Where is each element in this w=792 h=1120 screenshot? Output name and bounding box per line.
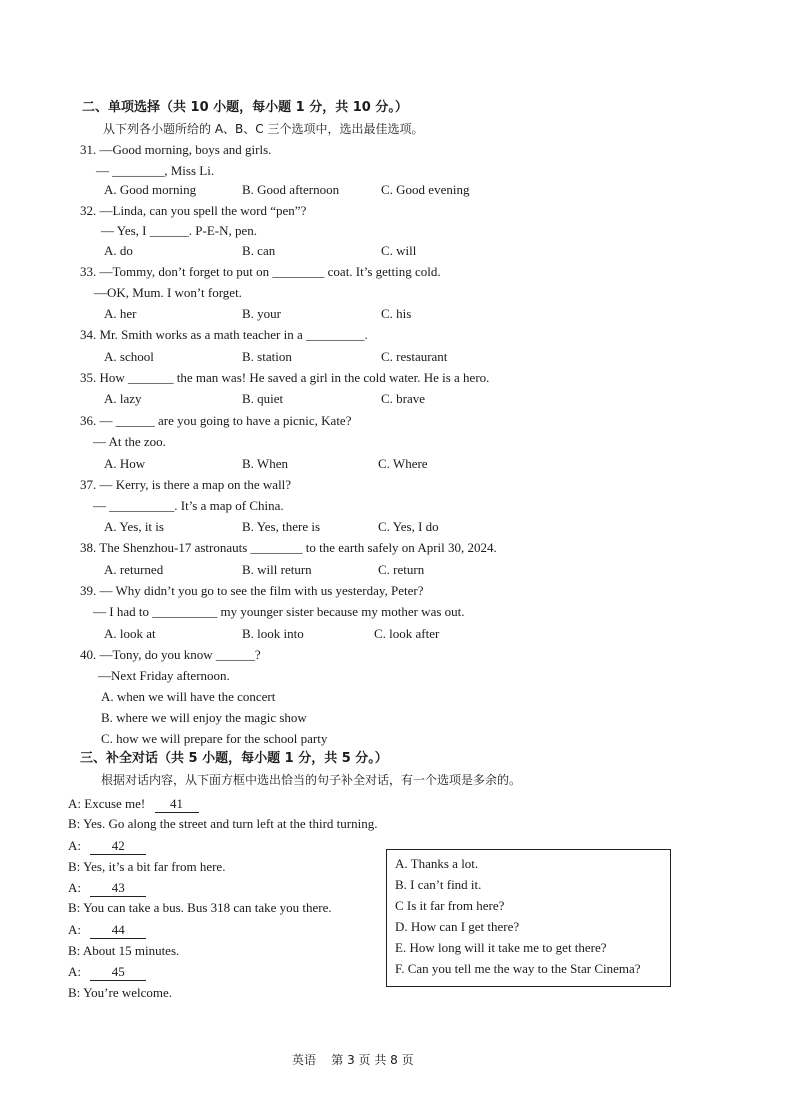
question-33-line2: —OK, Mum. I won’t forget. [94,285,242,300]
section2-heading: 二、单项选择（共 10 小题，每小题 1 分，共 10 分。） [82,100,408,115]
question-35-option-a: A. lazy [104,391,142,406]
question-33-line1: 33. —Tommy, don’t forget to put on ________ coat. It’s getting cold. [80,264,441,279]
question-32-option-b: B. can [242,243,276,258]
question-35-line1: 35. How _______ the man was! He saved a girl in the cold water. He is a hero. [80,370,490,385]
answer-blank-42[interactable]: 42 [90,838,146,855]
question-39-option-b: B. look into [242,626,304,641]
question-40-line1: 40. —Tony, do you know ______? [80,647,261,662]
page-footer: 英语 第 3 页 共 8 页 [292,1053,414,1067]
question-37-line2: — __________. It’s a map of China. [93,498,284,513]
question-32-line2: — Yes, I ______. P-E-N, pen. [101,223,257,238]
question-37-option-a: A. Yes, it is [104,519,164,534]
answer-blank-45[interactable]: 45 [90,964,146,981]
question-38-option-b: B. will return [242,562,312,577]
question-34-line1: 34. Mr. Smith works as a math teacher in a _________. [80,327,368,342]
answer-blank-41[interactable]: 41 [155,796,199,813]
question-40-option-b: B. where we will enjoy the magic show [101,710,307,725]
choice-b: B. I can’t find it. [395,877,482,892]
question-39-line2: — I had to __________ my younger sister because my mother was out. [93,604,465,619]
question-33-option-c: C. his [381,306,412,321]
question-31-line1: 31. —Good morning, boys and girls. [80,142,272,157]
question-37-option-b: B. Yes, there is [242,519,321,534]
question-33-option-b: B. your [242,306,281,321]
dialogue-line-b1: B: Yes. Go along the street and turn left at the third turning. [68,816,378,831]
dialogue-line-43: A: 43 [68,880,146,897]
section2-instruction: 从下列各小题所给的 A、B、C 三个选项中，选出最佳选项。 [103,122,424,136]
dialogue-line-b5: B: You’re welcome. [68,985,173,1000]
question-31-option-b: B. Good afternoon [242,182,340,197]
answer-blank-43[interactable]: 43 [90,880,146,897]
section3-heading: 三、补全对话（共 5 小题，每小题 1 分，共 5 分。） [80,751,388,766]
question-39-option-c: C. look after [374,626,440,641]
question-31-option-c: C. Good evening [381,182,470,197]
dialogue-line-b3: B: You can take a bus. Bus 318 can take you there. [68,900,332,915]
question-39-option-a: A. look at [104,626,156,641]
question-37-option-c: C. Yes, I do [378,519,439,534]
answer-blank-44[interactable]: 44 [90,922,146,939]
dialogue-line-44: A: 44 [68,922,146,939]
question-39-line1: 39. — Why didn’t you go to see the film with us yesterday, Peter? [80,583,424,598]
dialogue-line-45: A: 45 [68,964,146,981]
question-35-option-b: B. quiet [242,391,284,406]
dialogue-line-b2: B: Yes, it’s a bit far from here. [68,859,226,874]
dialogue-line-b4: B: About 15 minutes. [68,943,180,958]
choices-box [386,849,671,987]
question-34-option-c: C. restaurant [381,349,448,364]
question-32-option-c: C. will [381,243,417,258]
choice-a: A. Thanks a lot. [395,856,479,871]
question-34-option-b: B. station [242,349,292,364]
choice-f: F. Can you tell me the way to the Star Cinema? [395,961,641,976]
question-38-line1: 38. The Shenzhou-17 astronauts ________ to the earth safely on April 30, 2024. [80,540,497,555]
choice-e: E. How long will it take me to get there? [395,940,607,955]
question-32-line1: 32. —Linda, can you spell the word “pen”? [80,203,307,218]
choice-d: D. How can I get there? [395,919,520,934]
question-34-option-a: A. school [104,349,154,364]
dialogue-line-41: A: Excuse me! 41 [68,796,199,813]
question-40-option-a: A. when we will have the concert [101,689,276,704]
section3-instruction: 根据对话内容，从下面方框中选出恰当的句子补全对话，有一个选项是多余的。 [101,773,522,787]
question-37-line1: 37. — Kerry, is there a map on the wall? [80,477,292,492]
question-31-option-a: A. Good morning [104,182,197,197]
question-38-option-a: A. returned [104,562,164,577]
question-36-option-b: B. When [242,456,288,471]
question-36-option-a: A. How [104,456,146,471]
question-36-option-c: C. Where [378,456,428,471]
question-36-line1: 36. — ______ are you going to have a picnic, Kate? [80,413,352,428]
question-35-option-c: C. brave [381,391,426,406]
question-38-option-c: C. return [378,562,425,577]
question-40-line2: —Next Friday afternoon. [98,668,230,683]
dialogue-line-42: A: 42 [68,838,146,855]
question-32-option-a: A. do [104,243,133,258]
question-31-line2: — ________, Miss Li. [96,163,215,178]
question-33-option-a: A. her [104,306,137,321]
choice-c: C Is it far from here? [395,898,505,913]
question-40-option-c: C. how we will prepare for the school party [101,731,328,746]
question-36-line2: — At the zoo. [93,434,166,449]
